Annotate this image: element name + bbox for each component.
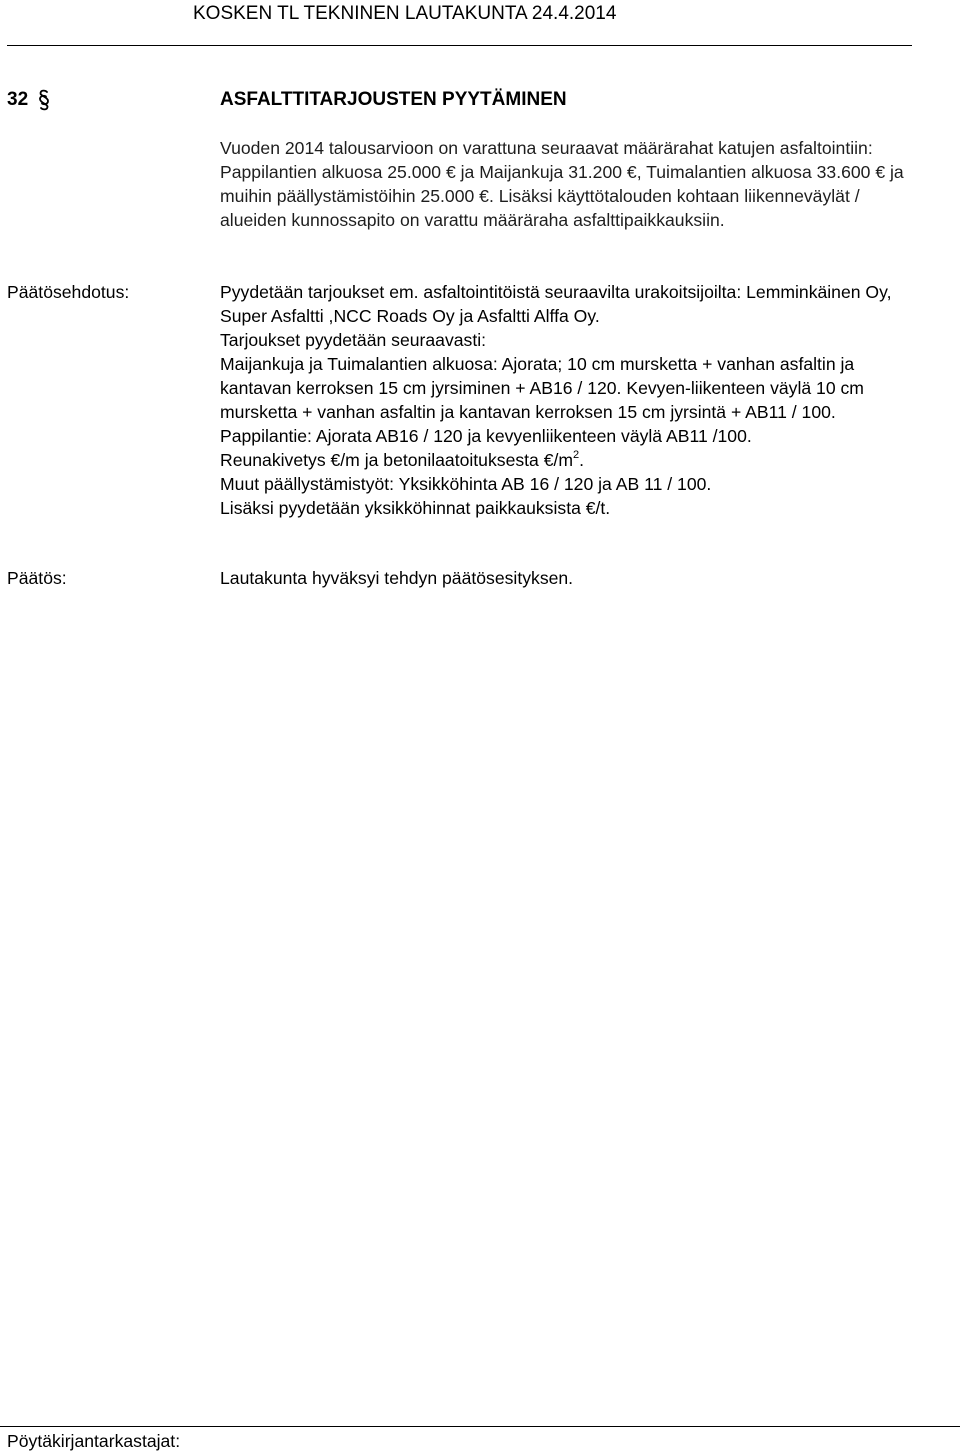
section-title: ASFALTTITARJOUSTEN PYYTÄMINEN [220, 89, 567, 110]
proposal-pappilantie-spec: Pappilantie: Ajorata AB16 / 120 ja kevyenliikenteen väylä AB11 /100. [220, 426, 752, 446]
curb-spec-text: Reunakivetys €/m ja betonilaatoituksesta €/m [220, 450, 574, 470]
proposal-curb-spec [220, 448, 920, 472]
footer-divider [0, 1426, 960, 1427]
decision-label: Päätös: [7, 568, 67, 588]
proposal-request-intro: Tarjoukset pyydetään seuraavasti: [220, 330, 487, 350]
section-number: 32 [7, 89, 29, 110]
proposal-other-paving: Muut päällystämistyöt: Yksikköhinta AB 16 / 120 ja AB 11 / 100. [220, 474, 712, 494]
proposal-patching: Lisäksi pyydetään yksikköhinnat paikkauksista €/t. [220, 498, 611, 518]
proposal-body [220, 280, 920, 520]
header-divider [7, 45, 912, 46]
curb-spec-superscript: 2 [573, 449, 580, 462]
budget-paragraph: Vuoden 2014 talousarvioon on varattuna seuraavat määrärahat katujen asfaltointiin: Pappilantien alkuosa 25.000 € ja Maijankuja 31.200 €, Tuimalantien alkuosa 33.600 € ja muihin päällystämistöihin 25.000 €. Lisäksi käyttötalouden kohtaan liikenneväylät / alueiden kunnossapito on varattu määräraha asfalttipaikkauksiin. [220, 138, 904, 230]
document-header-title: KOSKEN TL TEKNINEN LAUTAKUNTA 24.4.2014 [193, 3, 617, 24]
section-sign-icon [36, 86, 52, 114]
proposal-contractors: Pyydetään tarjoukset em. asfaltointitöistä seuraavilta urakoitsijoilta: Lemminkäinen Oy, Super Asfaltti ,NCC Roads Oy ja Asfaltti Alffa Oy. [220, 282, 892, 326]
proposal-maijankuja-spec: Maijankuja ja Tuimalantien alkuosa: Ajorata; 10 cm mursketta + vanhan asfaltin ja kantavan kerroksen 15 cm jyrsiminen + AB16 / 120. Kevyen-liikenteen väylä 10 cm mursketta + vanhan asfaltin ja kantavan kerroksen 15 cm jyrsintä + AB11 / 100. [220, 354, 864, 422]
proposal-label: Päätösehdotus: [7, 282, 130, 302]
decision-text: Lautakunta hyväksyi tehdyn päätösesityksen. [220, 568, 574, 588]
curb-spec-period: . [579, 450, 585, 470]
minutes-checkers-label: Pöytäkirjantarkastajat: [7, 1431, 181, 1451]
